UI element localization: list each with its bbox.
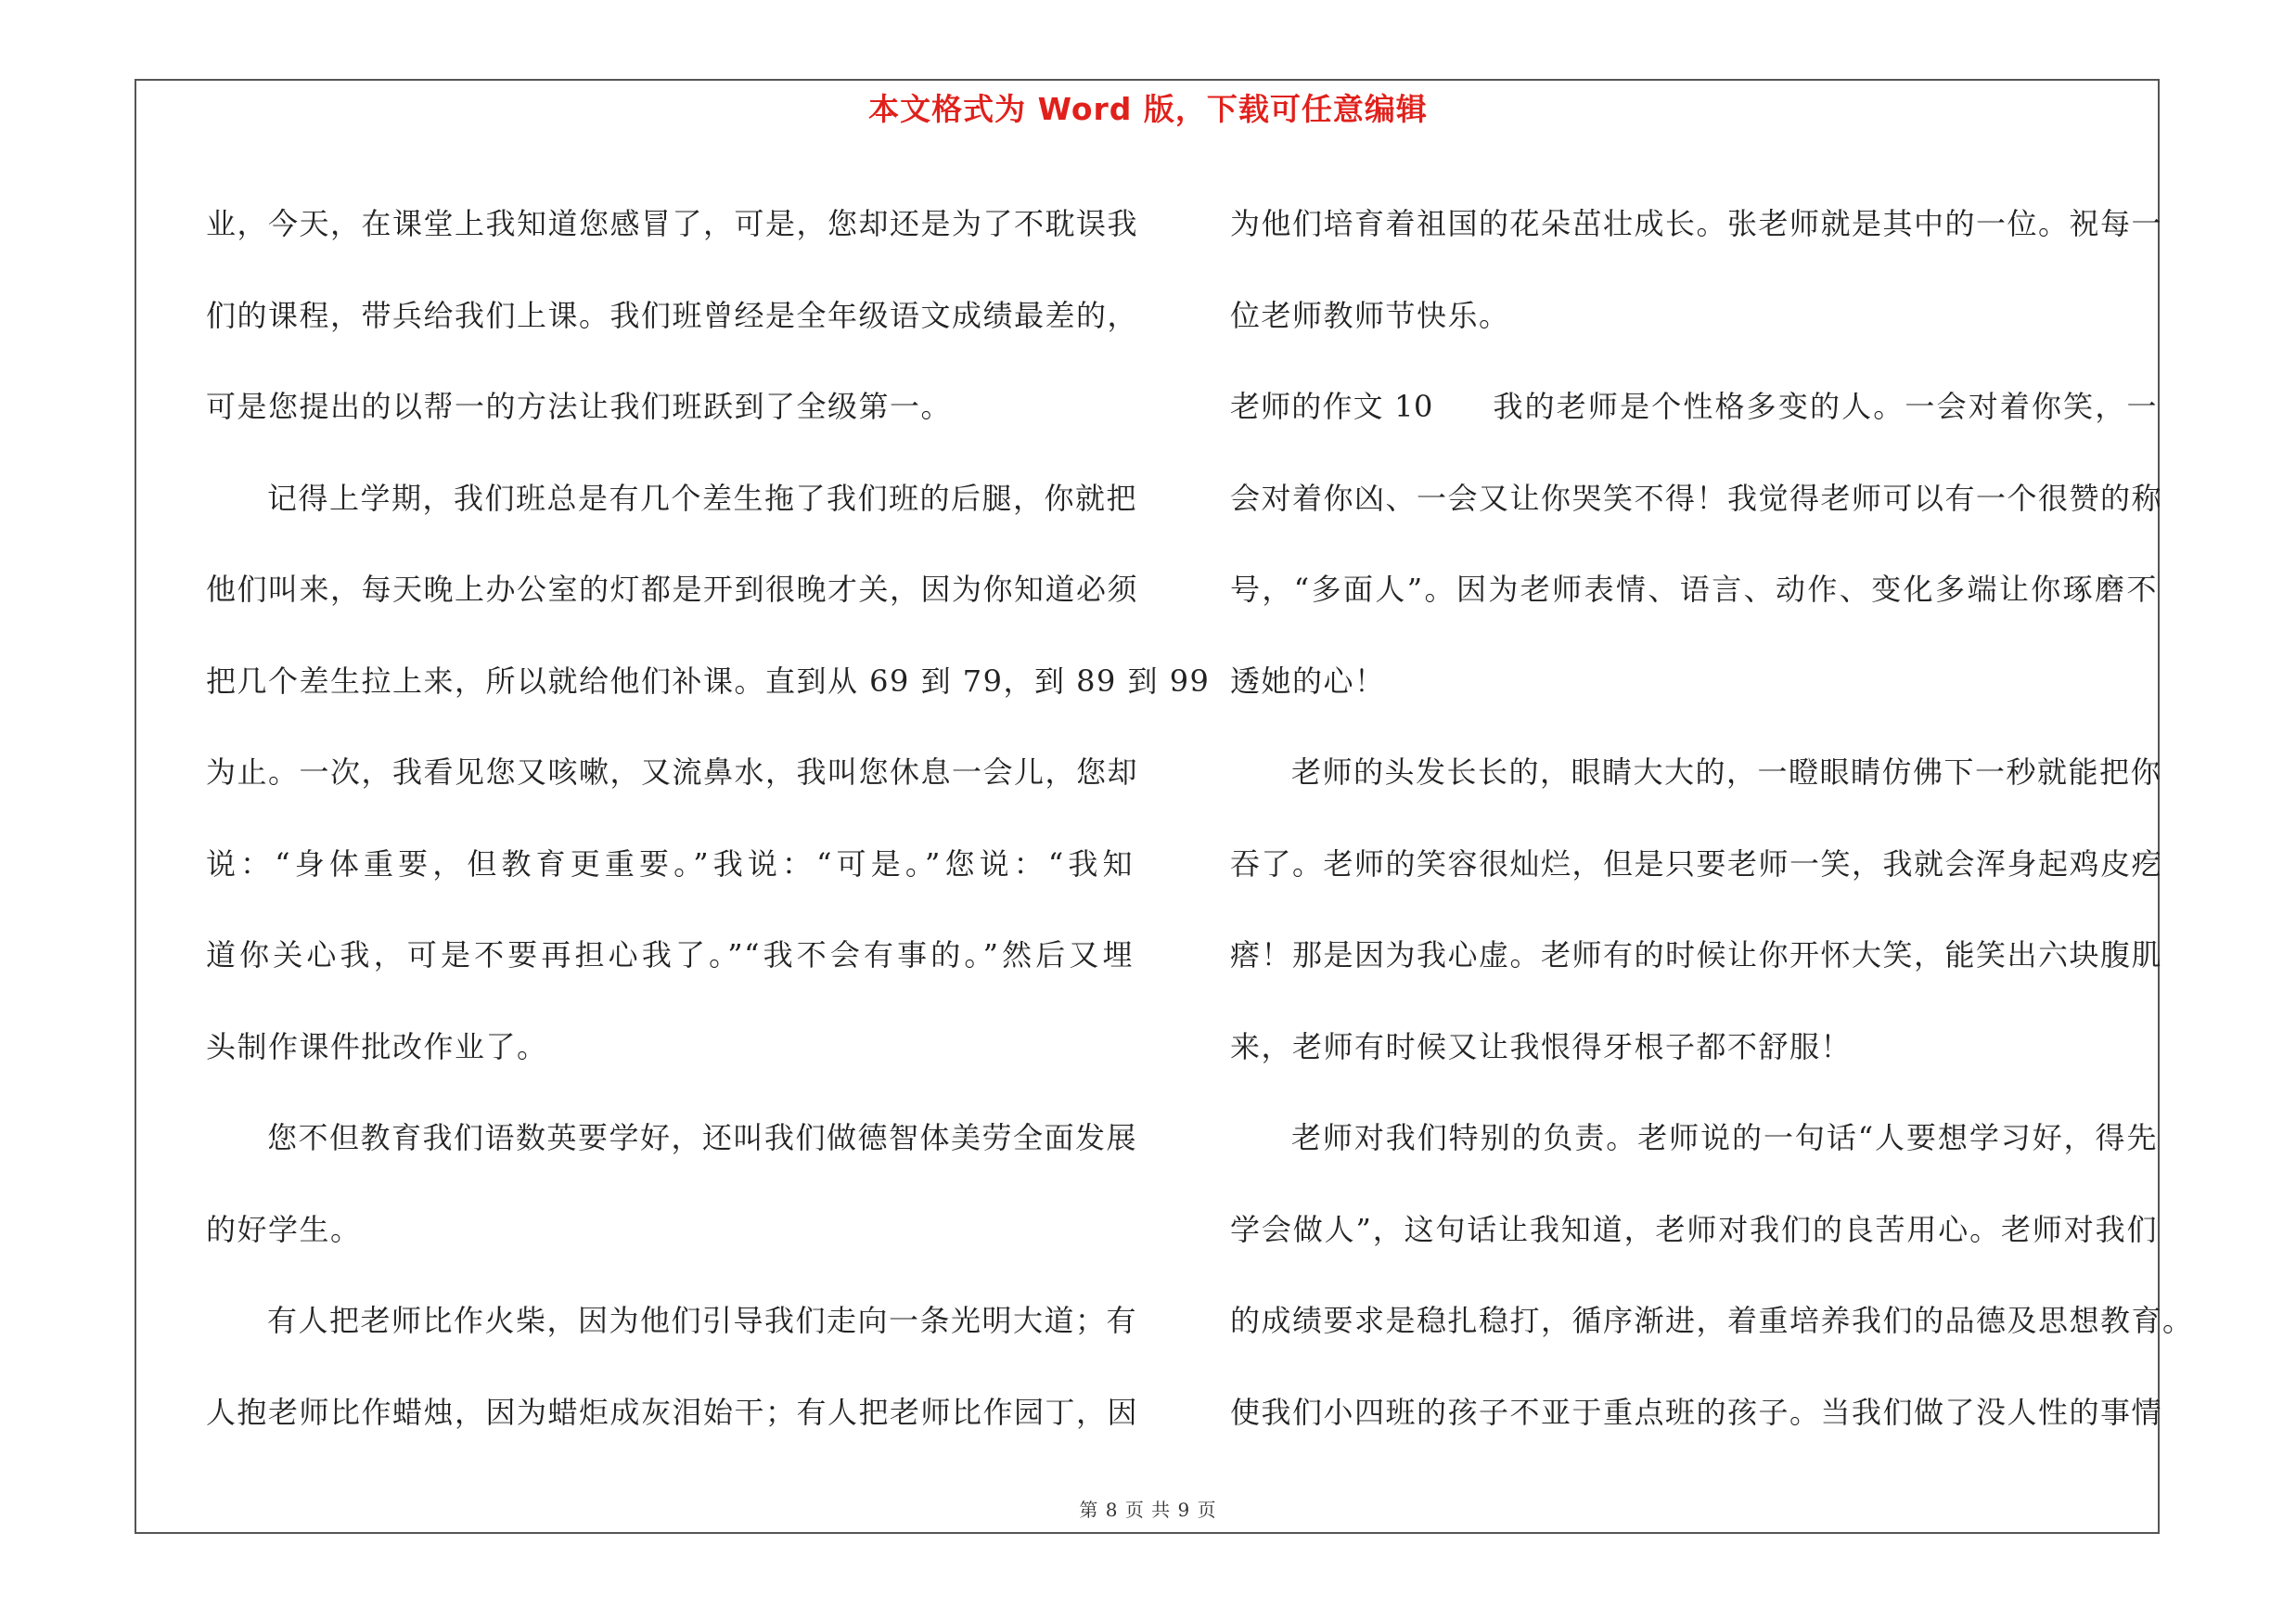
text-line: 人抱老师比作蜡烛，因为蜡炬成灰泪始干；有人把老师比作园丁，因 bbox=[206, 1394, 1139, 1430]
text-line: 们的课程，带兵给我们上课。我们班曾经是全年级语文成绩最差的， bbox=[206, 297, 1139, 333]
text-line: 透她的心！ bbox=[1230, 663, 1386, 699]
text-line: 我的老师是个性格多变的人。一会对着你笑，一 bbox=[1492, 389, 2158, 424]
text-line: 来，老师有时候又让我恨得牙根子都不舒服！ bbox=[1230, 1028, 1853, 1064]
text-line: 吞了。老师的笑容很灿烂，但是只要老师一笑，我就会浑身起鸡皮疙 bbox=[1230, 845, 2163, 882]
text-line: 瘩！那是因为我心虚。老师有的时候让你开怀大笑，能笑出六块腹肌 bbox=[1230, 937, 2163, 973]
text-line: 他们叫来，每天晚上办公室的灯都是开到很晚才关，因为你知道必须 bbox=[206, 572, 1139, 607]
text-line: 的成绩要求是稳扎稳打，循序渐进，着重培养我们的品德及思想教育。 bbox=[1230, 1303, 2194, 1338]
text-line: 老师的头发长长的，眼睛大大的，一瞪眼睛仿佛下一秒就能把你 bbox=[1291, 754, 2162, 790]
text-line: 道你关心我，可是不要再担心我了。”“我不会有事的。”然后又埋 bbox=[206, 937, 1134, 973]
text-line: 您不但教育我们语数英要学好，还叫我们做德智体美劳全面发展 bbox=[267, 1120, 1138, 1155]
text-line: 为止。一次，我看见您又咳嗽，又流鼻水，我叫您休息一会儿，您却 bbox=[206, 754, 1139, 790]
text-line: 有人把老师比作火柴，因为他们引导我们走向一条光明大道；有 bbox=[267, 1303, 1138, 1338]
text-line: 业，今天，在课堂上我知道您感冒了，可是，您却还是为了不耽误我 bbox=[206, 206, 1139, 241]
text-line: 会对着你凶、一会又让你哭笑不得！我觉得老师可以有一个很赞的称 bbox=[1230, 480, 2163, 516]
text-line: 为他们培育着祖国的花朵茁壮成长。张老师就是其中的一位。祝每一 bbox=[1230, 206, 2163, 241]
section-title: 老师的作文 10 bbox=[1230, 389, 1433, 424]
text-line: 老师对我们特别的负责。老师说的一句话“人要想学习好，得先 bbox=[1291, 1120, 2158, 1155]
right-text-column bbox=[1230, 178, 2194, 1458]
text-line: 头制作课件批改作业了。 bbox=[206, 1028, 548, 1064]
text-line: 使我们小四班的孩子不亚于重点班的孩子。当我们做了没人性的事情 bbox=[1230, 1394, 2163, 1430]
text-line: 可是您提出的以帮一的方法让我们班跃到了全级第一。 bbox=[206, 389, 953, 424]
text-line: 记得上学期，我们班总是有几个差生拖了我们班的后腿，你就把 bbox=[267, 480, 1138, 516]
page-number-footer: 第 8 页 共 9 页 bbox=[1079, 1499, 1217, 1521]
left-text-column bbox=[206, 178, 1211, 1458]
text-line: 把几个差生拉上来，所以就给他们补课。直到从 69 到 79，到 89 到 99 bbox=[206, 663, 1211, 699]
text-line: 学会做人”，这句话让我知道，老师对我们的良苦用心。老师对我们 bbox=[1230, 1211, 2158, 1247]
section-heading-line bbox=[1230, 361, 2158, 453]
text-line: 号，“多面人”。因为老师表情、语言、动作、变化多端让你琢磨不 bbox=[1230, 572, 2158, 607]
document-header-banner: 本文格式为 Word 版，下载可任意编辑 bbox=[868, 91, 1428, 127]
text-line: 说：“身体重要，但教育更重要。”我说：“可是。”您说：“我知 bbox=[206, 845, 1134, 882]
text-line: 位老师教师节快乐。 bbox=[1230, 297, 1510, 333]
text-line: 的好学生。 bbox=[206, 1211, 362, 1247]
